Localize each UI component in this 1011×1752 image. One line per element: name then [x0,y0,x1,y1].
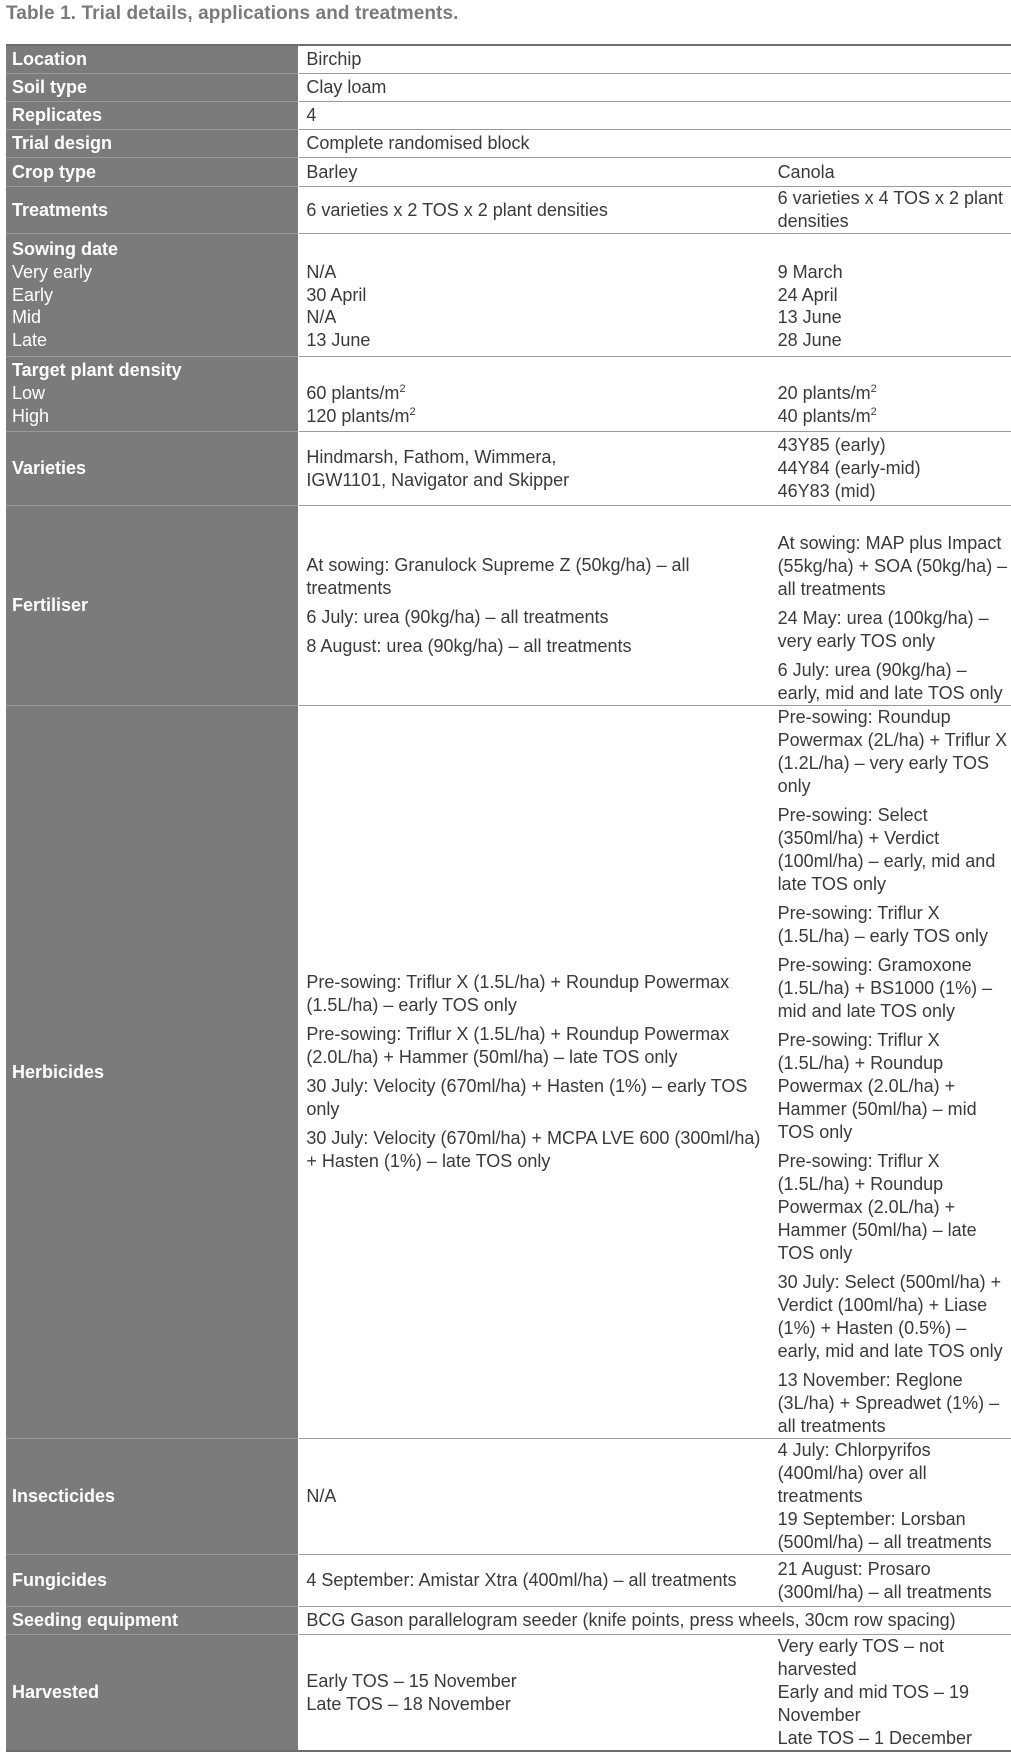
harvested-canola-late: Late TOS – 1 December [777,1728,973,1748]
value-soil-type: Clay loam [306,77,387,97]
density-barley [299,357,771,432]
insecticides-barley: N/A [306,1486,337,1506]
herbicides-barley [299,706,771,1439]
herbicide-canola-1: Pre-sowing: Roundup Powermax (2L/ha) + Triflur X (1.2L/ha) – very early TOS only [777,707,1008,796]
row-trial-design [6,130,1011,158]
varieties-barley-line-2: IGW1101, Navigator and Skipper [306,469,570,490]
table-caption: Table 1. Trial details, applications and treatments. [6,3,459,24]
density-sub-high: High [12,406,50,426]
row-herbicides [6,706,1011,1439]
fungicides-barley: 4 September: Amistar Xtra (400ml/ha) – all treatments [306,1570,737,1590]
sowing-sub-early: Early [12,284,54,305]
label-harvested: Harvested [6,1635,299,1752]
label-fungicides: Fungicides [6,1555,299,1607]
density-heading: Target plant density [12,360,182,380]
variety-46y83: 46Y83 (mid) [777,481,876,501]
sowing-barley-early: 30 April [306,284,367,305]
label-insecticides: Insecticides [6,1439,299,1555]
herbicide-barley-3: 30 July: Velocity (670ml/ha) + Hasten (1%) – early TOS only [306,1076,748,1119]
row-seeding-equipment [6,1607,1011,1635]
herbicides-canola [771,706,1011,1439]
fungicides-canola: 21 August: Prosaro (300ml/ha) – all treatments [777,1558,992,1602]
row-fungicides [6,1555,1011,1607]
row-replicates [6,102,1011,130]
herbicide-canola-3: Pre-sowing: Triflur X (1.5L/ha) – early TOS only [777,903,989,946]
harvested-barley [299,1635,771,1752]
herbicide-canola-6: Pre-sowing: Triflur X (1.5L/ha) + Roundup Powermax (2.0L/ha) + Hammer (50ml/ha) – late TOS only [777,1151,977,1263]
value-treatments-canola: 6 varieties x 4 TOS x 2 plant densities [777,188,1004,231]
sowing-canola [771,234,1011,357]
sowing-sub-mid: Mid [12,307,42,327]
value-replicates: 4 [306,105,317,125]
row-varieties [6,432,1011,506]
sowing-canola-early: 24 April [777,284,838,305]
label-treatments: Treatments [6,187,299,234]
row-harvested [6,1635,1011,1752]
sowing-canola-mid: 13 June [777,307,842,327]
value-crop-barley: Barley [306,161,358,182]
row-treatments [6,187,1011,234]
herbicide-canola-7: 30 July: Select (500ml/ha) + Verdict (100ml/ha) + Liase (1%) + Hasten (0.5%) – early, mid and late TOS only [777,1272,1003,1361]
value-treatments-barley: 6 varieties x 2 TOS x 2 plant densities [306,199,608,220]
herbicide-barley-4: 30 July: Velocity (670ml/ha) + MCPA LVE 600 (300ml/ha) + Hasten (1%) – late TOS only [306,1128,761,1171]
label-replicates: Replicates [6,102,299,130]
value-crop-canola: Canola [777,161,835,182]
herbicide-barley-1: Pre-sowing: Triflur X (1.5L/ha) + Roundup Powermax (1.5L/ha) – early TOS only [306,972,730,1015]
trial-details-table [6,44,1011,1752]
fertiliser-barley-1: At sowing: Granulock Supreme Z (50kg/ha) – all treatments [306,554,690,598]
row-soil-type [6,74,1011,102]
label-sowing-date [6,234,299,357]
harvested-barley-late: Late TOS – 18 November [306,1693,511,1714]
label-crop-type: Crop type [6,158,299,187]
row-insecticides [6,1439,1011,1555]
insecticide-canola-2: 19 September: Lorsban (500ml/ha) – all treatments [777,1509,992,1552]
harvested-canola-early-mid: Early and mid TOS – 19 November [777,1682,969,1725]
harvested-canola [771,1635,1011,1752]
sowing-canola-late: 28 June [777,329,842,350]
variety-43y85: 43Y85 (early) [777,435,886,455]
label-location: Location [6,45,299,74]
density-sub-low: Low [12,383,46,403]
label-soil-type: Soil type [6,74,299,102]
value-seeding-equipment: BCG Gason parallelogram seeder (knife points, press wheels, 30cm row spacing) [306,1610,956,1630]
fertiliser-canola-3: 6 July: urea (90kg/ha) – early, mid and late TOS only [777,660,1003,703]
density-canola-low: 20 plants/$m^2$ [777,383,877,403]
sowing-sub-late: Late [12,329,48,350]
sowing-barley-late: 13 June [306,329,371,350]
value-location: Birchip [306,49,362,69]
herbicide-canola-8: 13 November: Reglone (3L/ha) + Spreadwet (1%) – all treatments [777,1370,1000,1436]
herbicide-canola-2: Pre-sowing: Select (350ml/ha) + Verdict (100ml/ha) – early, mid and late TOS only [777,805,996,894]
variety-44y84: 44Y84 (early-mid) [777,458,921,478]
density-barley-high: 120 plants/$m^2$ [306,406,416,426]
sowing-sub-very-early: Very early [12,262,93,282]
fertiliser-barley [299,506,771,706]
sowing-date-heading: Sowing date [12,239,119,259]
sowing-barley-mid: N/A [306,307,337,327]
label-target-plant-density [6,357,299,432]
varieties-barley-line-1: Hindmarsh, Fathom, Wimmera, [306,446,557,467]
row-location [6,45,1011,74]
fertiliser-canola-2: 24 May: urea (100kg/ha) – very early TOS only [777,608,989,651]
label-fertiliser: Fertiliser [6,506,299,706]
fertiliser-barley-2: 6 July: urea (90kg/ha) – all treatments [306,606,609,627]
fertiliser-canola-1: At sowing: MAP plus Impact (55kg/ha) + SOA (50kg/ha) – all treatments [777,533,1008,599]
row-fertiliser [6,506,1011,706]
varieties-barley [299,432,771,506]
sowing-barley [299,234,771,357]
herbicide-canola-4: Pre-sowing: Gramoxone (1.5L/ha) + BS1000 (1%) – mid and late TOS only [777,955,993,1021]
insecticide-canola-1: 4 July: Chlorpyrifos (400ml/ha) over all treatments [777,1440,931,1506]
density-barley-low: 60 plants/$m^2$ [306,383,406,403]
fertiliser-barley-3: 8 August: urea (90kg/ha) – all treatments [306,635,632,656]
sowing-barley-very-early: N/A [306,262,337,282]
row-sowing-date [6,234,1011,357]
varieties-canola [771,432,1011,506]
herbicide-barley-2: Pre-sowing: Triflur X (1.5L/ha) + Roundup Powermax (2.0L/ha) + Hammer (50ml/ha) – late TOS only [306,1024,730,1067]
label-varieties: Varieties [6,432,299,506]
herbicide-canola-5: Pre-sowing: Triflur X (1.5L/ha) + Roundup Powermax (2.0L/ha) + Hammer (50ml/ha) – mid TOS only [777,1030,977,1142]
value-trial-design: Complete randomised block [306,133,530,153]
fertiliser-canola [771,506,1011,706]
label-herbicides: Herbicides [6,706,299,1439]
row-target-plant-density [6,357,1011,432]
density-canola-high: 40 plants/$m^2$ [777,406,877,426]
row-crop-type [6,158,1011,187]
harvested-barley-early: Early TOS – 15 November [306,1670,517,1691]
density-canola [771,357,1011,432]
label-seeding-equipment: Seeding equipment [6,1607,299,1635]
sowing-canola-very-early: 9 March [777,262,843,282]
harvested-canola-very-early: Very early TOS – not harvested [777,1636,944,1679]
label-trial-design: Trial design [6,130,299,158]
insecticides-canola [771,1439,1011,1555]
